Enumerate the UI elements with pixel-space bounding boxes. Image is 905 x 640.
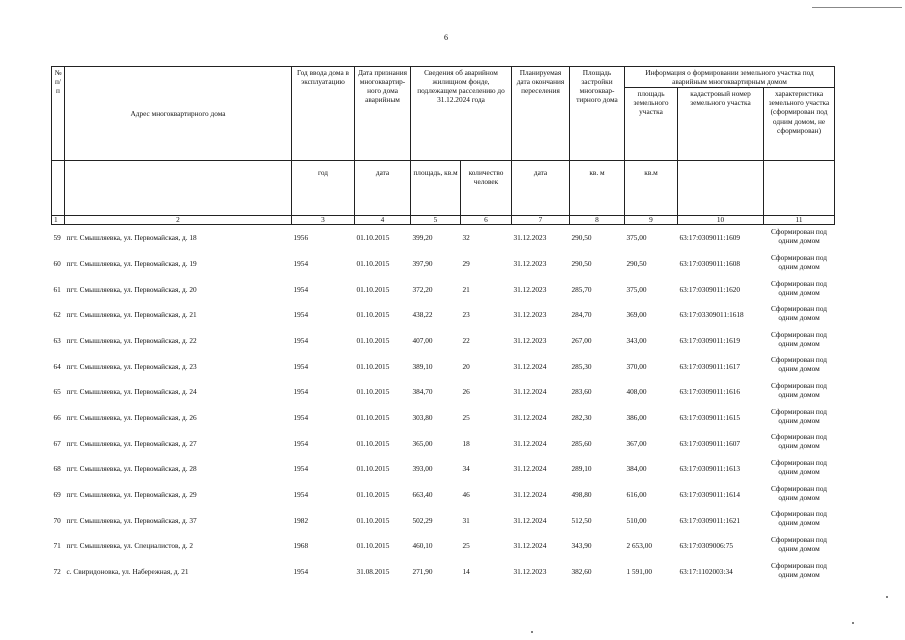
row-number: 72 (53, 566, 61, 576)
row-number: 67 (53, 438, 61, 448)
row-land-area: 386,00 (626, 412, 647, 422)
row-number: 65 (53, 387, 61, 397)
row-land-area: 367,00 (626, 438, 647, 448)
row-address: пгт. Смышляевка, ул. Первомайская, д. 22 (66, 336, 197, 346)
row-recognition-date: 01.10.2015 (356, 438, 390, 448)
row-resettlement-date: 31.12.2023 (513, 284, 547, 294)
row-land-area: 375,00 (626, 233, 647, 243)
row-building-area: 343,90 (571, 541, 592, 551)
row-resettlement-date: 31.12.2023 (513, 259, 547, 269)
row-land-status: Сформирован под одним домом (771, 406, 827, 425)
row-number: 60 (53, 259, 61, 269)
row-address: пгт. Смышляевка, ул. Первомайская, д. 23 (66, 361, 197, 371)
row-area: 389,10 (412, 361, 433, 371)
row-resettlement-date: 31.12.2024 (513, 438, 547, 448)
row-land-area: 375,00 (626, 284, 647, 294)
row-area: 393,00 (412, 464, 433, 474)
row-building-area: 498,80 (571, 489, 592, 499)
row-resettlement-date: 31.12.2023 (513, 336, 547, 346)
column-number: 4 (355, 216, 411, 225)
row-number: 66 (53, 412, 61, 422)
unit-building-area: кв. м (570, 161, 625, 216)
table-row (52, 251, 835, 277)
unit-resettlement-date: дата (512, 161, 570, 216)
unit-area: площадь, кв.м (411, 161, 461, 216)
row-year: 1954 (293, 566, 309, 576)
column-number: 11 (764, 216, 835, 225)
table-row (52, 277, 835, 303)
table-row (52, 353, 835, 379)
row-cadastre: 63:17:0309011:1616 (679, 387, 741, 397)
row-number: 70 (53, 515, 61, 525)
row-land-area: 343,00 (626, 336, 647, 346)
row-year: 1954 (293, 412, 309, 422)
row-recognition-date: 01.10.2015 (356, 412, 390, 422)
unit-address (65, 161, 292, 216)
unit-land-status (764, 161, 835, 216)
row-area: 399,20 (412, 233, 433, 243)
row-land-area: 370,00 (626, 361, 647, 371)
row-year: 1954 (293, 438, 309, 448)
row-area: 407,00 (412, 336, 433, 346)
table-row (52, 507, 835, 533)
unit-number (52, 161, 65, 216)
row-building-area: 282,30 (571, 412, 592, 422)
table-row (52, 533, 835, 559)
table-row (52, 559, 835, 585)
header-land-area: площадь земельного участка (625, 88, 678, 161)
row-recognition-date: 01.10.2015 (356, 464, 390, 474)
row-recognition-date: 01.10.2015 (356, 387, 390, 397)
row-people: 20 (462, 361, 470, 371)
row-people: 46 (462, 489, 470, 499)
column-number: 6 (461, 216, 512, 225)
header-number: № п/п (52, 67, 65, 161)
row-land-status: Сформирован под одним домом (771, 278, 827, 297)
scan-speck (531, 631, 533, 633)
row-resettlement-date: 31.12.2024 (513, 387, 547, 397)
header-cadastre: кадастровый номер земельного участка (678, 88, 764, 161)
row-area: 397,90 (412, 259, 433, 269)
row-land-status: Сформирован под одним домом (771, 252, 827, 271)
row-recognition-date: 01.10.2015 (356, 233, 390, 243)
row-address: пгт. Смышляевка, ул. Первомайская, д. 26 (66, 412, 197, 422)
row-people: 32 (462, 233, 470, 243)
row-year: 1956 (293, 233, 309, 243)
row-number: 63 (53, 336, 61, 346)
column-number: 10 (678, 216, 764, 225)
unit-people: количество человек (461, 161, 512, 216)
row-cadastre: 63:17:0309011:1609 (679, 233, 741, 243)
column-number: 5 (411, 216, 461, 225)
row-recognition-date: 01.10.2015 (356, 259, 390, 269)
row-area: 460,10 (412, 541, 433, 551)
row-cadastre: 63:17:0309006:75 (679, 541, 734, 551)
row-land-status: Сформирован под одним домом (771, 304, 827, 323)
row-resettlement-date: 31.12.2024 (513, 361, 547, 371)
row-area: 372,20 (412, 284, 433, 294)
row-recognition-date: 01.10.2015 (356, 284, 390, 294)
row-recognition-date: 01.10.2015 (356, 489, 390, 499)
unit-land-area: кв.м (625, 161, 678, 216)
register-table (51, 66, 835, 584)
unit-recognition-date: дата (355, 161, 411, 216)
row-recognition-date: 01.10.2015 (356, 310, 390, 320)
row-cadastre: 63:17:0309011:1619 (679, 336, 741, 346)
row-year: 1954 (293, 387, 309, 397)
row-resettlement-date: 31.12.2023 (513, 233, 547, 243)
table-header (52, 67, 835, 225)
row-recognition-date: 01.10.2015 (356, 515, 390, 525)
row-people: 26 (462, 387, 470, 397)
row-address: пгт. Смышляевка, ул. Первомайская, д. 20 (66, 284, 197, 294)
row-land-status: Сформирован под одним домом (771, 381, 827, 400)
row-number: 61 (53, 284, 61, 294)
row-address: пгт. Смышляевка, ул. Первомайская, д. 27 (66, 438, 197, 448)
row-land-area: 2 653,00 (626, 541, 653, 551)
row-building-area: 290,50 (571, 259, 592, 269)
row-land-status: Сформирован под одним домом (771, 560, 827, 579)
row-address: с. Свиридоновка, ул. Набережная, д. 21 (66, 566, 189, 576)
row-people: 25 (462, 412, 470, 422)
row-area: 502,29 (412, 515, 433, 525)
column-number: 8 (570, 216, 625, 225)
table-row (52, 482, 835, 508)
row-area: 438,22 (412, 310, 433, 320)
row-people: 22 (462, 336, 470, 346)
row-land-status: Сформирован под одним домом (771, 329, 827, 348)
column-number: 3 (292, 216, 355, 225)
header-emergency-fund: Сведения об аварийном жилищном фонде, подлежащем расселению до 31.12.2024 года (411, 67, 512, 161)
row-people: 29 (462, 259, 470, 269)
row-cadastre: 63:17:1102003:34 (679, 566, 733, 576)
row-resettlement-date: 31.12.2024 (513, 515, 547, 525)
row-year: 1954 (293, 310, 309, 320)
row-people: 21 (462, 284, 470, 294)
row-land-area: 408,00 (626, 387, 647, 397)
row-people: 18 (462, 438, 470, 448)
scan-speck (886, 596, 888, 598)
row-area: 303,80 (412, 412, 433, 422)
table-row (52, 405, 835, 431)
table-row (52, 430, 835, 456)
row-year: 1954 (293, 336, 309, 346)
row-building-area: 283,60 (571, 387, 592, 397)
row-building-area: 285,30 (571, 361, 592, 371)
row-area: 384,70 (412, 387, 433, 397)
row-cadastre: 63:17:0309011:1613 (679, 464, 741, 474)
row-land-status: Сформирован под одним домом (771, 534, 827, 553)
row-cadastre: 63:17:03309011:1618 (679, 310, 744, 320)
header-land-status: характеристика земельного участка (сформирован под одним домом, не сформирован) (764, 88, 835, 161)
row-cadastre: 63:17:0309011:1608 (679, 259, 741, 269)
row-building-area: 290,50 (571, 233, 592, 243)
row-cadastre: 63:17:0309011:1607 (679, 438, 741, 448)
row-address: пгт. Смышляевка, ул. Первомайская, д. 18 (66, 233, 197, 243)
row-year: 1982 (293, 515, 309, 525)
table-row (52, 379, 835, 405)
row-resettlement-date: 31.12.2023 (513, 566, 547, 576)
row-recognition-date: 01.10.2015 (356, 541, 390, 551)
row-year: 1954 (293, 361, 309, 371)
row-land-area: 616,00 (626, 489, 647, 499)
row-address: пгт. Смышляевка, ул. Первомайская, д. 28 (66, 464, 197, 474)
table-row (52, 456, 835, 482)
row-cadastre: 63:17:0309011:1620 (679, 284, 741, 294)
row-cadastre: 63:17:0309011:1615 (679, 412, 741, 422)
row-number: 64 (53, 361, 61, 371)
row-land-area: 510,00 (626, 515, 647, 525)
row-area: 365,00 (412, 438, 433, 448)
row-number: 59 (53, 233, 61, 243)
row-address: пгт. Смышляевка, ул. Первомайская, д. 29 (66, 489, 197, 499)
row-land-status: Сформирован под одним домом (771, 483, 827, 502)
row-people: 31 (462, 515, 470, 525)
row-area: 271,90 (412, 566, 433, 576)
unit-year: год (292, 161, 355, 216)
column-number: 9 (625, 216, 678, 225)
row-number: 69 (53, 489, 61, 499)
row-building-area: 284,70 (571, 310, 592, 320)
row-year: 1954 (293, 284, 309, 294)
row-address: пгт. Смышляевка, ул. Первомайская, д. 21 (66, 310, 197, 320)
header-land-info: Информация о формировании земельного участка под аварийным многоквартирным домом (625, 67, 835, 88)
header-year: Год ввода дома в эксплуатацию (292, 67, 355, 161)
row-number: 68 (53, 464, 61, 474)
row-land-area: 1 591,00 (626, 566, 653, 576)
row-land-area: 384,00 (626, 464, 647, 474)
row-people: 34 (462, 464, 470, 474)
row-land-area: 290,50 (626, 259, 647, 269)
row-building-area: 512,50 (571, 515, 592, 525)
row-address: пгт. Смышляевка, ул. Специалистов, д. 2 (66, 541, 194, 551)
column-number: 7 (512, 216, 570, 225)
row-cadastre: 63:17:0309011:1614 (679, 489, 741, 499)
row-cadastre: 63:17:0309011:1617 (679, 361, 741, 371)
table-body (52, 225, 835, 584)
row-resettlement-date: 31.12.2024 (513, 464, 547, 474)
row-recognition-date: 01.10.2015 (356, 361, 390, 371)
row-address: пгт. Смышляевка, ул. Первомайская, д. 19 (66, 259, 197, 269)
row-people: 14 (462, 566, 470, 576)
row-land-status: Сформирован под одним домом (771, 432, 827, 451)
row-land-status: Сформирован под одним домом (771, 457, 827, 476)
top-edge-line (812, 7, 902, 8)
column-number-row (52, 216, 835, 225)
unit-cadastre (678, 161, 764, 216)
row-building-area: 285,70 (571, 284, 592, 294)
row-recognition-date: 31.08.2015 (356, 566, 390, 576)
row-resettlement-date: 31.12.2024 (513, 412, 547, 422)
row-land-area: 369,00 (626, 310, 647, 320)
row-land-status: Сформирован под одним домом (771, 509, 827, 528)
row-people: 23 (462, 310, 470, 320)
header-address: Адрес многоквартирного дома (65, 67, 292, 161)
row-year: 1968 (293, 541, 309, 551)
page-number: 6 (444, 33, 448, 42)
row-land-status: Сформирован под одним домом (771, 355, 827, 374)
row-building-area: 289,10 (571, 464, 592, 474)
header-resettlement-date: Планируемая дата окончания переселения (512, 67, 570, 161)
row-year: 1954 (293, 464, 309, 474)
row-cadastre: 63:17:0309011:1621 (679, 515, 741, 525)
row-number: 62 (53, 310, 61, 320)
row-resettlement-date: 31.12.2024 (513, 489, 547, 499)
row-year: 1954 (293, 259, 309, 269)
column-number: 2 (65, 216, 292, 225)
table-row (52, 302, 835, 328)
row-building-area: 267,00 (571, 336, 592, 346)
row-resettlement-date: 31.12.2024 (513, 541, 547, 551)
table-row (52, 225, 835, 251)
row-resettlement-date: 31.12.2023 (513, 310, 547, 320)
row-recognition-date: 01.10.2015 (356, 336, 390, 346)
row-people: 25 (462, 541, 470, 551)
row-address: пгт. Смышляевка, ул. Первомайская, д. 37 (66, 515, 197, 525)
row-building-area: 382,60 (571, 566, 592, 576)
row-area: 663,40 (412, 489, 433, 499)
row-building-area: 285,60 (571, 438, 592, 448)
row-address: пгт. Смышляевка, ул. Первомайская, д. 24 (66, 387, 197, 397)
row-land-status: Сформирован под одним домом (771, 227, 827, 246)
column-number: 1 (52, 216, 65, 225)
table-row (52, 328, 835, 354)
header-recognition-date: Дата признания многоквартир-ного дома аварийным (355, 67, 411, 161)
scan-speck (852, 622, 854, 624)
header-building-area: Площадь застройки многоквар-тирного дома (570, 67, 625, 161)
row-number: 71 (53, 541, 61, 551)
row-year: 1954 (293, 489, 309, 499)
